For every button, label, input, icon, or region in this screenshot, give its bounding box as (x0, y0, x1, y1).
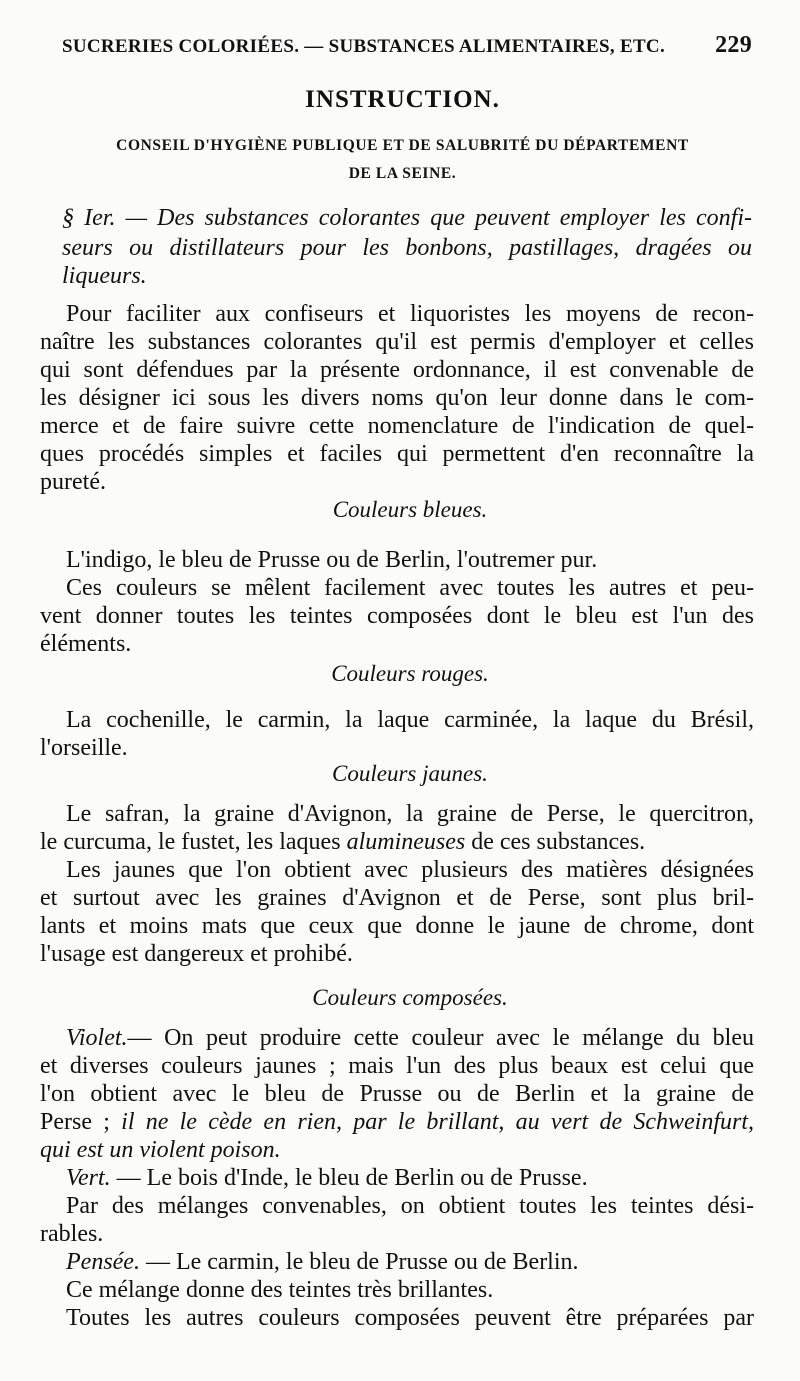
pensee-label: Pensée. (66, 1249, 140, 1275)
last-line: Toutes les autres couleurs composées peuvent être préparées par (66, 1305, 754, 1331)
poison-line: qui est un violent poison. (40, 1137, 281, 1163)
heading-couleurs-bleues: Couleurs bleues. (332, 497, 488, 522)
running-title: SUCRERIES COLORIÉES. — SUBSTANCES ALIMENTAIRES, ETC. (62, 36, 666, 57)
intro-line: Pour faciliter aux confiseurs et liquoristes les moyens de recon- (66, 301, 754, 327)
melange-brillant-line: Ce mélange donne des teintes très brillantes. (66, 1277, 494, 1303)
intro-line: naître les substances colorantes qu'il est permis d'employer et celles (40, 329, 754, 355)
intro-line: pureté. (40, 469, 106, 495)
jaunes-line: le curcuma, le fustet, les laques alumineuses de ces substances. (40, 829, 646, 855)
bleues-line: éléments. (40, 631, 132, 657)
page-number: 229 (715, 32, 752, 58)
jaunes-line: l'usage est dangereux et prohibé. (40, 941, 353, 967)
violet-line: et diverses couleurs jaunes ; mais l'un des plus beaux est celui que (40, 1053, 754, 1079)
heading-couleurs-composees: Couleurs composées. (312, 985, 508, 1010)
jaunes-line: lants et moins mats que ceux que donne le jaune de chrome, dont (40, 913, 754, 939)
rouges-line: l'orseille. (40, 735, 128, 761)
heading-couleurs-jaunes: Couleurs jaunes. (332, 761, 488, 786)
intro-line: qui sont défendues par la présente ordonnance, il est convenable de (40, 357, 754, 383)
section-heading-line-3: liqueurs. (62, 263, 147, 289)
council-name-line-2: DE LA SEINE. (348, 165, 457, 182)
section-heading-line-2: seurs ou distillateurs pour les bonbons, pastillages, dragées ou (62, 235, 752, 261)
violet-label: Violet. (66, 1025, 128, 1051)
running-header (62, 32, 752, 59)
bleues-line: vent donner toutes les teintes composées dont le bleu est l'un des (40, 603, 754, 629)
melanges-line: Par des mélanges convenables, on obtient toutes les teintes dési- (66, 1193, 754, 1219)
jaunes-line: Les jaunes que l'on obtient avec plusieurs des matières désignées (66, 857, 754, 883)
melanges-line: rables. (40, 1221, 104, 1247)
pensee-line: Pensée. — Le carmin, le bleu de Prusse ou de Berlin. (66, 1249, 579, 1275)
intro-line: ques procédés simples et faciles qui permettent d'en reconnaître la (40, 441, 754, 467)
section-heading-line-1: § Ier. — Des substances colorantes que peuvent employer les confi- (62, 205, 752, 231)
schweinfurt-italic: il ne le cède en rien, par le brillant, au vert de Schweinfurt, (121, 1109, 755, 1135)
alumineuses-italic: alumineuses (346, 829, 466, 855)
vert-line: Vert. — Le bois d'Inde, le bleu de Berlin ou de Prusse. (66, 1165, 588, 1191)
vert-label: Vert. (66, 1165, 111, 1191)
jaunes-line: Le safran, la graine d'Avignon, la graine de Perse, le quercitron, (66, 801, 754, 827)
heading-couleurs-rouges: Couleurs rouges. (331, 661, 489, 686)
document-title: INSTRUCTION. (305, 86, 500, 113)
perse-line: Perse ; il ne le cède en rien, par le brillant, au vert de Schweinfurt, (40, 1109, 755, 1135)
violet-line: l'on obtient avec le bleu de Prusse ou de Berlin et la graine de (40, 1081, 754, 1107)
bleues-line: L'indigo, le bleu de Prusse ou de Berlin, l'outremer pur. (66, 547, 598, 573)
intro-line: merce et de faire suivre cette nomenclature de l'indication de quel- (40, 413, 754, 439)
bleues-line: Ces couleurs se mêlent facilement avec toutes les autres et peu- (66, 575, 754, 601)
intro-line: les désigner ici sous les divers noms qu'on leur donne dans le com- (40, 385, 754, 411)
rouges-line: La cochenille, le carmin, la laque carminée, la laque du Brésil, (66, 707, 754, 733)
council-name-line-1: CONSEIL D'HYGIÈNE PUBLIQUE ET DE SALUBRITÉ DU DÉPARTEMENT (116, 137, 689, 154)
jaunes-line: et surtout avec les graines d'Avignon et de Perse, sont plus bril- (40, 885, 754, 911)
violet-line: Violet.— On peut produire cette couleur avec le mélange du bleu (66, 1025, 754, 1051)
